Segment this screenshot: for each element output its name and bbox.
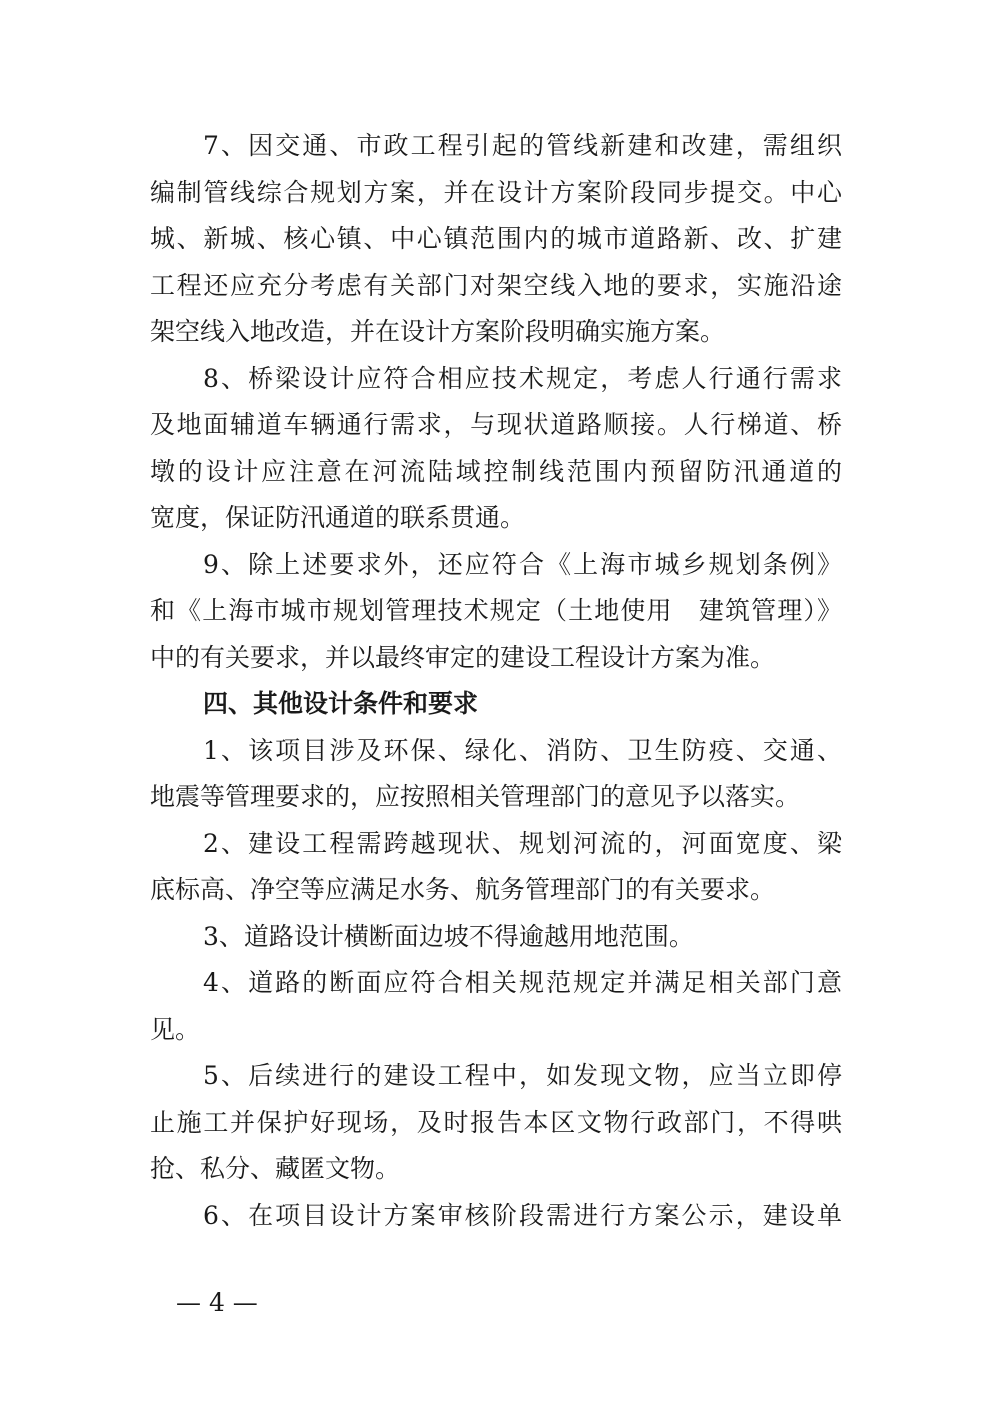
document-body: [150, 123, 842, 1239]
text-line: 6、在项目设计方案审核阶段需进行方案公示，建设单: [203, 1200, 842, 1230]
text-line: 2、建设工程需跨越现状、规划河流的，河面宽度、梁: [203, 828, 842, 858]
text-line: 城、新城、核心镇、中心镇范围内的城市道路新、改、扩建: [150, 224, 842, 253]
paragraph: [150, 1193, 842, 1240]
text-line: 3、道路设计横断面边坡不得逾越用地范围。: [203, 921, 694, 951]
text-line: 7、因交通、市政工程引起的管线新建和改建，需组织: [203, 131, 842, 160]
paragraph: [150, 356, 842, 542]
paragraph: [150, 960, 842, 1053]
text-line: 墩的设计应注意在河流陆域控制线范围内预留防汛通道的: [150, 456, 842, 486]
heading-line: 四、其他设计条件和要求: [203, 689, 479, 718]
text-line: 中的有关要求，并以最终审定的建设工程设计方案为准。: [150, 642, 776, 672]
text-line: 地震等管理要求的，应按照相关管理部门的意见予以落实。: [150, 782, 801, 811]
text-line: 宽度，保证防汛通道的联系贯通。: [150, 503, 526, 532]
text-line: 4、道路的断面应符合相关规范规定并满足相关部门意: [203, 968, 842, 997]
text-line: 工程还应充分考虑有关部门对架空线入地的要求，实施沿途: [150, 270, 842, 300]
text-line: 见。: [150, 1014, 201, 1044]
text-line: 及地面辅道车辆通行需求，与现状道路顺接。人行梯道、桥: [150, 410, 842, 439]
text-line: 抢、私分、藏匿文物。: [150, 1154, 401, 1183]
paragraph: [150, 914, 842, 961]
text-line: 5、后续进行的建设工程中，如发现文物，应当立即停: [203, 1061, 842, 1090]
paragraph: [150, 821, 842, 914]
text-line: 9、除上述要求外，还应符合《上海市城乡规划条例》: [203, 549, 842, 579]
paragraph: [150, 1053, 842, 1193]
text-line: 底标高、净空等应满足水务、航务管理部门的有关要求。: [150, 875, 776, 904]
text-line: 8、桥梁设计应符合相应技术规定，考虑人行通行需求: [203, 363, 842, 393]
page-number: — 4 —: [176, 1288, 258, 1317]
text-line: 架空线入地改造，并在设计方案阶段明确实施方案。: [150, 317, 726, 346]
paragraph: [150, 728, 842, 821]
text-line: 1、该项目涉及环保、绿化、消防、卫生防疫、交通、: [203, 735, 842, 765]
section-heading: [150, 681, 842, 728]
text-line: 编制管线综合规划方案，并在设计方案阶段同步提交。中心: [150, 177, 842, 207]
paragraph: [150, 542, 842, 682]
paragraph: [150, 123, 842, 356]
text-line: 止施工并保护好现场，及时报告本区文物行政部门，不得哄: [150, 1107, 842, 1137]
text-line: 和《上海市城市规划管理技术规定（土地使用 建筑管理）》: [150, 596, 842, 625]
